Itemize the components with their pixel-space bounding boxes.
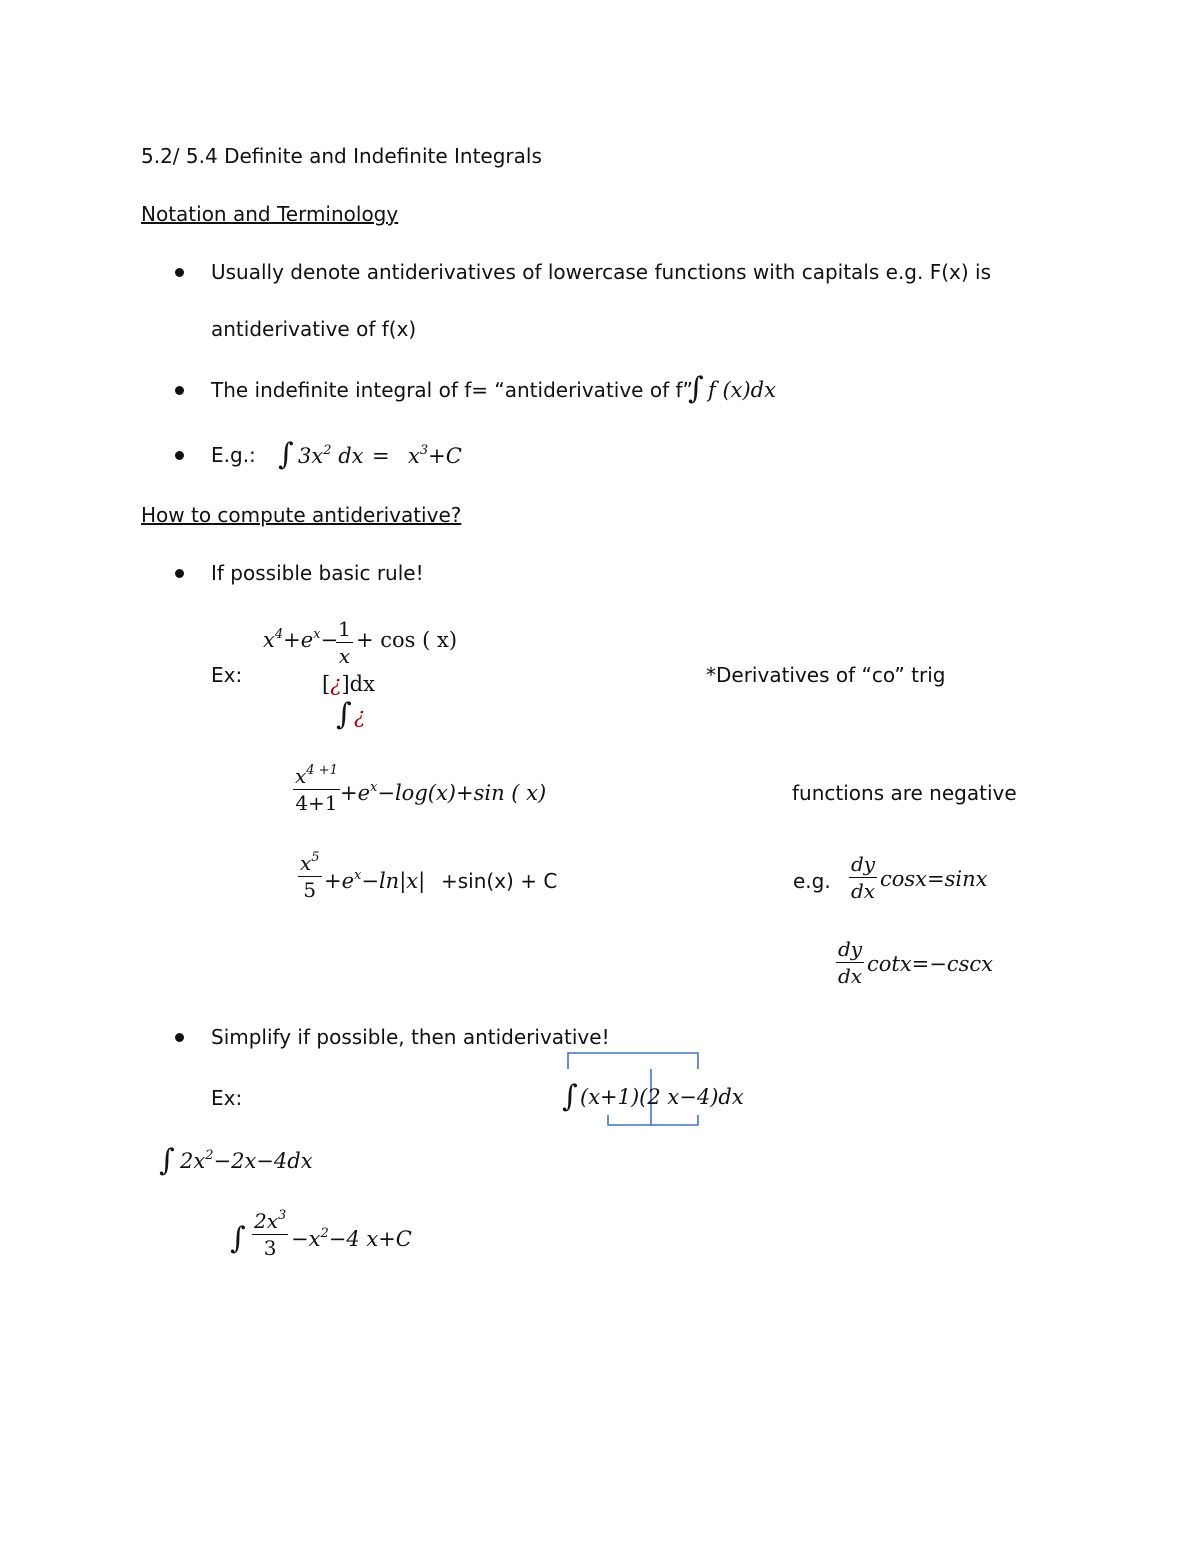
math-expression: $+e^x-\log(x)+\sin$ ( x) (340, 780, 547, 805)
integral-sign: ∫ (562, 1079, 578, 1114)
bullet-icon (175, 1033, 184, 1042)
integral-sign: ∫ (159, 1143, 175, 1178)
math-expression: $3x^2$ dx (298, 443, 364, 468)
fraction-numerator: $x^{4 +1}$ (295, 763, 338, 788)
math-expression: (x+1)(2 x−4)dx (580, 1085, 744, 1109)
bullet-icon (175, 268, 184, 277)
math-expression: $+e^x-\ln|x|$ (324, 868, 426, 893)
fraction (252, 1208, 288, 1260)
integral-sign: ∫ (688, 371, 704, 406)
bullet-text: antiderivative of f(x) (211, 317, 417, 341)
fraction-numerator: $2x^3$ (254, 1208, 287, 1233)
page-title: 5.2/ 5.4 Definite and Indefinite Integrals (141, 144, 542, 168)
bullet-text: If possible basic rule! (211, 561, 424, 585)
math-text: +sin(x) + C (441, 869, 558, 893)
example-label: Ex: (211, 663, 243, 687)
section-heading-notation: Notation and Terminology (141, 202, 399, 226)
fraction (836, 939, 864, 986)
bullet-text: The indefinite integral of f= “antiderivative of f” (211, 378, 693, 402)
bullet-icon (175, 451, 184, 460)
fraction-numerator: dy (838, 937, 863, 961)
fraction (849, 854, 877, 901)
example-label: e.g. (793, 869, 831, 893)
bullet-icon (175, 386, 184, 395)
math-expression: + cos ( x) (356, 628, 458, 652)
math-expression: f (x)dx (708, 378, 776, 402)
fraction-denominator: x (338, 644, 350, 668)
fraction-numerator: 1 (338, 617, 351, 641)
note-text: functions are negative (792, 781, 1017, 805)
integral-sign: ∫ (278, 437, 294, 472)
math-expression: cotx=−cscx (867, 952, 994, 976)
fraction-denominator: 4+1 (295, 791, 338, 815)
example-label: Ex: (211, 1086, 243, 1110)
math-expression: $x^4+e^x-$ (263, 627, 339, 652)
fraction-denominator: dx (838, 964, 863, 988)
fraction-denominator: dx (851, 879, 876, 903)
integral-sign: ∫ (230, 1221, 246, 1256)
math-expression: $x^3+C$ (408, 443, 462, 468)
math-expression: $2x^2-2x-4dx$ (180, 1148, 313, 1173)
math-expression: $-x^2-4$ x+C (291, 1226, 412, 1251)
fraction (298, 850, 322, 902)
math-expression: ¿ (354, 704, 366, 728)
fraction (293, 763, 340, 815)
fraction-numerator: dy (851, 852, 876, 876)
integral-sign: ∫ (336, 697, 352, 732)
bullet-text: Simplify if possible, then antiderivative! (211, 1025, 610, 1049)
fraction-denominator: 5 (303, 878, 317, 902)
section-heading-compute: How to compute antiderivative? (141, 503, 462, 527)
fraction (336, 619, 353, 666)
bullet-text: Usually denote antiderivatives of lowercase functions with capitals e.g. F(x) is (211, 260, 991, 284)
bullet-icon (175, 569, 184, 578)
math-expression: cosx=sinx (880, 867, 988, 891)
fraction-numerator: $x^5$ (300, 850, 320, 875)
fraction-denominator: 3 (263, 1236, 277, 1260)
note-text: *Derivatives of “co” trig (706, 663, 946, 687)
example-label: E.g.: (211, 443, 256, 467)
math-expression: [¿]dx (322, 672, 375, 696)
equals-sign: = (372, 444, 390, 468)
